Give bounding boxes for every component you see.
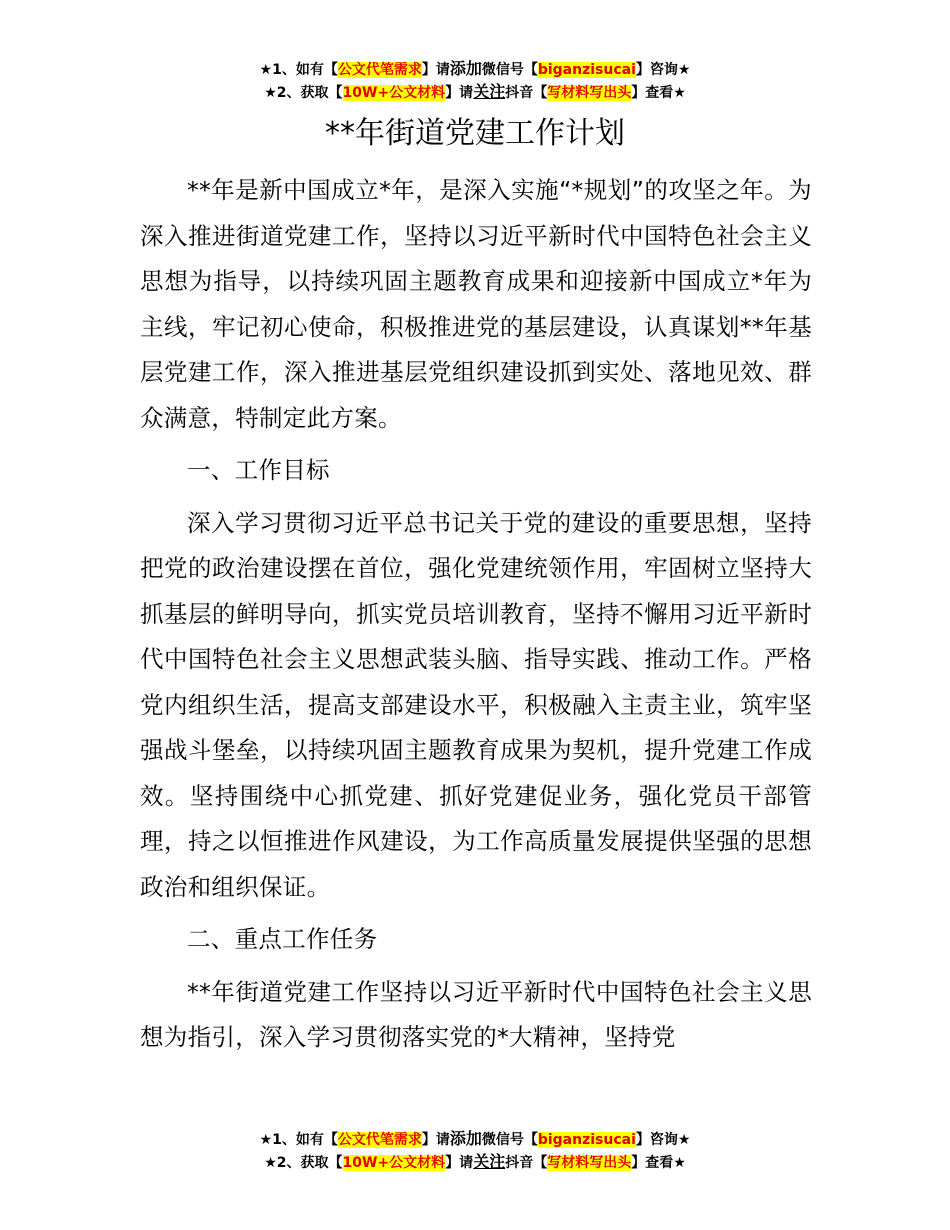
paragraph-goals: 深入学习贯彻习近平总书记关于党的建设的重要思想，坚持把党的政治建设摆在首位，强化党建统领作用，牢固树立坚持大抓基层的鲜明导向，抓实党员培训教育，坚持不懈用习近平新时代中国特色社会主义思想武装头脑、指导实践、推动工作。严格党内组织生活，提高支部建设水平，积极融入主责主业，筑牢坚强战斗堡垒，以持续巩固主题教育成果为契机，提升党建工作成效。坚持围绕中心抓党建、抓好党建促业务，强化党员干部管理，持之以恒推进作风建设，为工作高质量发展提供坚强的思想政治和组织保证。 bbox=[140, 508, 812, 901]
highlight-wechat-id: biganzisucai bbox=[537, 1132, 636, 1148]
highlight-service: 公文代笔需求 bbox=[337, 62, 422, 78]
banner-line-2: ★2、获取【10W+公文材料】请关注抖音【写材料写出头】查看★ bbox=[264, 1152, 686, 1171]
highlight-wechat-id: biganzisucai bbox=[537, 62, 636, 78]
banner-line-1: ★1、如有【公文代笔需求】请添加微信号【biganzisucai】咨询★ bbox=[259, 59, 691, 78]
paragraph-tasks: **年街道党建工作坚持以习近平新时代中国特色社会主义思想为指引，深入学习贯彻落实党的*大精神，坚持党 bbox=[140, 977, 812, 1051]
highlight-douyin: 写材料写出头 bbox=[547, 85, 632, 101]
section-heading-goals: 一、工作目标 bbox=[187, 456, 330, 484]
highlight-materials: 10W+公文材料 bbox=[342, 85, 446, 101]
document-body bbox=[140, 168, 812, 1068]
highlight-douyin: 写材料写出头 bbox=[547, 1155, 632, 1171]
paragraph-intro: **年是新中国成立*年，是深入实施“*规划”的攻坚之年。为深入推进街道党建工作，坚持以习近平新时代中国特色社会主义思想为指导，以持续巩固主题教育成果和迎接新中国成立*年为主线，牢记初心使命，积极推进党的基层建设，认真谋划**年基层党建工作，深入推进基层党组织建设抓到实处、落地见效、群众满意，特制定此方案。 bbox=[140, 176, 812, 432]
section-heading-tasks: 二、重点工作任务 bbox=[187, 925, 378, 953]
highlight-service: 公文代笔需求 bbox=[337, 1132, 422, 1148]
banner-line-1: ★1、如有【公文代笔需求】请添加微信号【biganzisucai】咨询★ bbox=[259, 1129, 691, 1148]
banner-line-2: ★2、获取【10W+公文材料】请关注抖音【写材料写出头】查看★ bbox=[264, 82, 686, 101]
highlight-materials: 10W+公文材料 bbox=[342, 1155, 446, 1171]
document-title: **年街道党建工作计划 bbox=[325, 116, 625, 151]
footer-banner bbox=[0, 1128, 950, 1174]
header-banner bbox=[0, 58, 950, 104]
